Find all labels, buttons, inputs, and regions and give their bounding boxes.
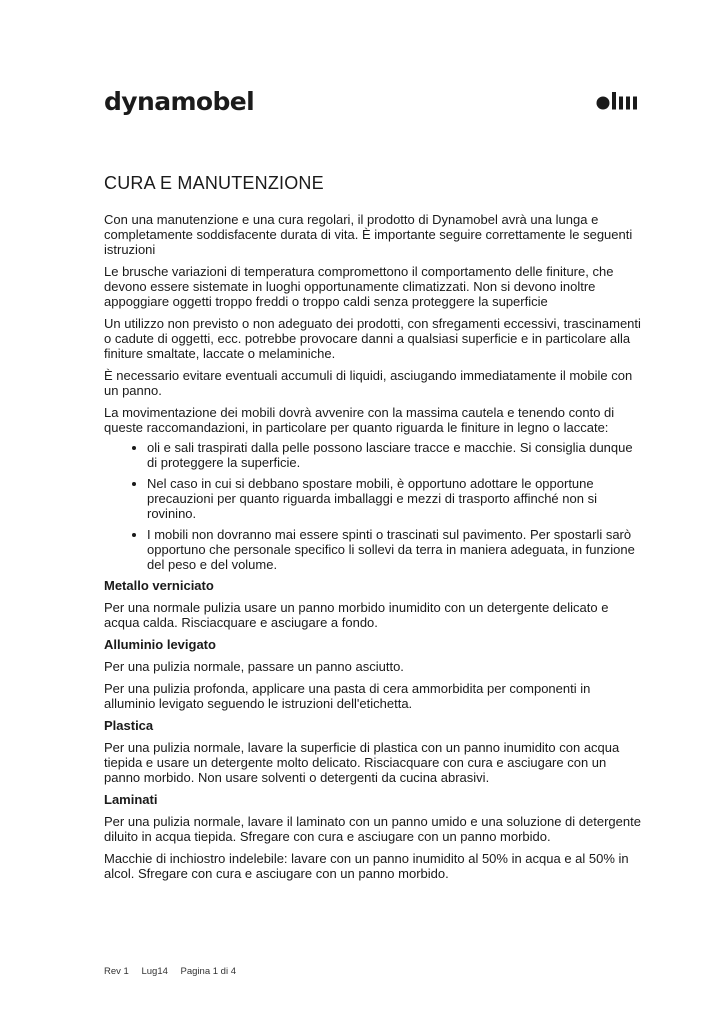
section-heading-plastica: Plastica [104,718,154,733]
list-item: • I mobili non dovranno mai essere spinti o trascinati sul pavimento. Per spostarli sarò opportuno che personale specifico li sollevi da terra in maniera adeguata, in funzione del peso e del volume. [147,527,644,572]
brand-logo: dynamobel [104,87,255,116]
page-title: CURA E MANUTENZIONE [104,173,324,193]
page-header [104,86,640,120]
list-item: • oli e sali traspirati dalla pelle possono lasciare tracce e macchie. Si consiglia dunque di proteggere la superficie. [147,440,644,470]
recommendations-list [104,440,644,572]
olm-logo-icon [596,92,640,112]
list-item: • Nel caso in cui si debbano spostare mobili, è opportuno adottare le opportune precauzioni per quanto riguarda imballaggi e mezzi di trasporto affinché non si rovinino. [147,476,644,521]
section-paragraph: Per una pulizia profonda, applicare una pasta di cera ammorbidita per componenti in alluminio levigato seguendo le istruzioni dell'etichetta. [104,681,591,711]
section-heading-alluminio: Alluminio levigato [104,637,216,652]
section-paragraph: Macchie di inchiostro indelebile: lavare con un panno inumidito al 50% in acqua e al 50% in alcol. Sfregare con cura e asciugare con un panno morbido. [104,851,629,881]
revision-label: Rev 1 [104,966,129,977]
intro-paragraph: La movimentazione dei mobili dovrà avvenire con la massima cautela e tenendo conto di queste raccomandazioni, in particolare per quanto riguarda le finiture in legno o laccate: [104,405,615,435]
section-heading-laminati: Laminati [104,792,158,807]
intro-paragraph: Un utilizzo non previsto o non adeguato dei prodotti, con sfregamenti eccessivi, trascinamenti o cadute di oggetti, ecc. potrebbe provocare danni a qualsiasi superficie e in particolare alla finiture smaltate, laccate o melaminiche. [104,316,641,361]
document-body [104,212,644,888]
page-number: Pagina 1 di 4 [180,966,236,977]
page-footer [104,966,246,977]
date-label: Lug14 [141,966,168,977]
section-paragraph: Per una normale pulizia usare un panno morbido inumidito con un detergente delicato e acqua calda. Risciacquare e asciugare a fondo. [104,600,609,630]
section-paragraph: Per una pulizia normale, passare un panno asciutto. [104,659,404,674]
section-paragraph: Per una pulizia normale, lavare il laminato con un panno umido e una soluzione di detergente diluito in acqua tiepida. Sfregare con cura e asciugare con un panno morbido. [104,814,641,844]
section-paragraph: Per una pulizia normale, lavare la superficie di plastica con un panno inumidito con acqua tiepida e usare un detergente molto delicato. Risciacquare con cura e asciugare con un panno morbido. Non usare solventi o detergenti da cucina abrasivi. [104,740,620,785]
intro-paragraph: È necessario evitare eventuali accumuli di liquidi, asciugando immediatamente il mobile con un panno. [104,368,633,398]
intro-paragraph: Le brusche variazioni di temperatura compromettono il comportamento delle finiture, che devono essere sistemate in luoghi opportunamente climatizzati. Non si devono inoltre appoggiare oggetti troppo freddi o troppo caldi senza proteggere la superficie [104,264,614,309]
section-heading-metallo: Metallo verniciato [104,578,214,593]
intro-paragraph: Con una manutenzione e una cura regolari, il prodotto di Dynamobel avrà una lunga e completamente soddisfacente durata di vita. È importante seguire correttamente le seguenti istruzioni [104,212,633,257]
